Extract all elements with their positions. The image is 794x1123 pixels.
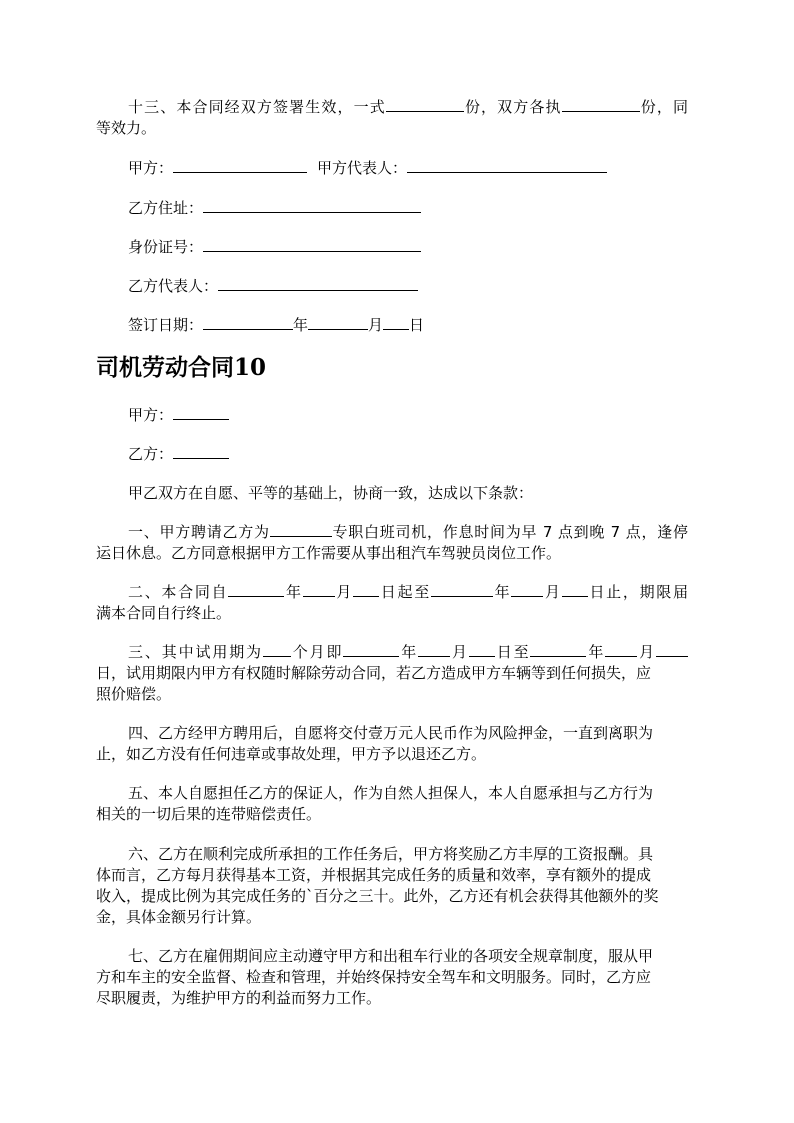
- c10-start-month-blank: [303, 581, 335, 597]
- c10-prob-start-day-blank: [469, 641, 495, 657]
- c10-clause-2-text-a: 二、本合同自: [128, 583, 229, 601]
- c10-start-day-label: 日起至: [379, 583, 431, 601]
- party-b-rep-blank: [218, 275, 418, 291]
- c10-clause-4-line-2: 止，如乙方没有任何违章或事故处理，甲方予以退还乙方。: [96, 745, 487, 763]
- party-a-rep-blank: [407, 157, 607, 173]
- c10-clause-2-text-end: 日止，期限届: [587, 583, 688, 601]
- c10-clause-7-line-2: 方和车主的安全监督、检查和管理，并始终保持安全驾车和文明服务。同时，乙方应: [96, 968, 652, 986]
- c10-party-a-label: 甲方：: [128, 406, 174, 424]
- c10-start-year-blank: [228, 581, 284, 597]
- id-number-label: 身份证号：: [128, 238, 204, 256]
- c10-intro: 甲乙双方在自愿、平等的基础上，协商一致，达成以下条款：: [128, 484, 534, 502]
- c10-clause-6-line-3: 收入，提成比例为其完成任务的`百分之三十。此外，乙方还有机会获得其他额外的奖: [96, 887, 659, 905]
- c10-clause-1-text-a: 一、甲方聘请乙方为: [128, 523, 270, 541]
- c10-prob-start-year-label: 年: [399, 643, 419, 661]
- c10-clause-5-line-1: 五、本人自愿担任乙方的保证人，作为自然人担保人，本人自愿承担与乙方行为: [128, 784, 654, 802]
- c10-clause-4-line-1: 四、乙方经甲方聘用后，自愿将交付壹万元人民币作为风险押金，一直到离职为: [128, 724, 654, 742]
- c10-clause-3-line-2: 日，试用期限内甲方有权随时解除劳动合同，若乙方造成甲方车辆等到任何损失，应: [96, 664, 652, 682]
- c10-end-day-blank: [562, 581, 588, 597]
- c10-start-day-blank: [353, 581, 379, 597]
- party-b-address-blank: [203, 197, 421, 213]
- sign-year-label: 年: [293, 316, 309, 334]
- c10-clause-3-text-a: 三、其中试用期为: [128, 643, 263, 661]
- party-b-rep-line: [128, 274, 728, 298]
- party-b-address-line: [128, 196, 728, 220]
- party-b-address-label: 乙方住址：: [128, 199, 204, 217]
- clause-13-text-a: 十三、本合同经双方签署生效，一式: [128, 98, 386, 116]
- c10-end-year-label: 年: [492, 583, 512, 601]
- copies-total-blank: [386, 96, 464, 112]
- c10-clause-6-line-2: 体而言，乙方每月获得基本工资，并根据其完成任务的质量和效率，享有额外的提成: [96, 866, 652, 884]
- c10-prob-end-day-blank: [656, 641, 688, 657]
- c10-prob-start-day-label: 日至: [494, 643, 531, 661]
- c10-party-b-label: 乙方：: [128, 445, 174, 463]
- c10-clause-6-line-1: 六、乙方在顺利完成所承担的工作任务后，甲方将奖励乙方丰厚的工资报酬。具: [128, 845, 654, 863]
- c10-end-month-blank: [511, 581, 543, 597]
- id-number-line: [128, 235, 728, 259]
- c10-clause-7-line-3: 尽职履责，为维护甲方的利益而努力工作。: [96, 989, 382, 1007]
- party-a-blank: [173, 157, 307, 173]
- section-heading: 司机劳动合同10: [96, 354, 267, 381]
- c10-clause-6-line-4: 金，具体金额另行计算。: [96, 908, 262, 926]
- c10-party-a-blank: [173, 404, 229, 420]
- c10-prob-start-month-blank: [418, 641, 450, 657]
- c10-start-month-label: 月: [334, 583, 354, 601]
- c10-clause-2-line-2: 满本合同自行终止。: [96, 604, 232, 622]
- sign-date-line: [128, 313, 728, 337]
- clause-13-text-b: 份，双方各执: [463, 98, 562, 116]
- party-b-rep-label: 乙方代表人：: [128, 277, 219, 295]
- party-a-rep-label: 甲方代表人：: [317, 159, 408, 177]
- sign-day-blank: [383, 314, 409, 330]
- c10-clause-1-line-2: 运日休息。乙方同意根据甲方工作需要从事出租汽车驾驶员岗位工作。: [96, 544, 562, 562]
- c10-clause-7-line-1: 七、乙方在雇佣期间应主动遵守甲方和出租车行业的各项安全规章制度，服从甲: [128, 947, 654, 965]
- c10-end-month-label: 月: [543, 583, 562, 601]
- c10-start-year-label: 年: [284, 583, 303, 601]
- c10-car-type-blank: [270, 521, 332, 537]
- c10-clause-1-text-b: 专职白班司机，作息时间为早 7 点到晚 7 点，逢停: [331, 523, 688, 541]
- sign-year-blank: [203, 314, 293, 330]
- c10-end-year-blank: [431, 581, 493, 597]
- c10-prob-start-month-label: 月: [450, 643, 469, 661]
- c10-prob-start-year-blank: [343, 641, 399, 657]
- sign-month-blank: [308, 314, 368, 330]
- c10-clause-5-line-2: 相关的一切后果的连带赔偿责任。: [96, 805, 322, 823]
- c10-party-b-line: [128, 442, 728, 466]
- c10-prob-end-month-label: 月: [637, 643, 656, 661]
- copies-each-blank: [562, 96, 640, 112]
- party-a-signature-line: [128, 156, 728, 180]
- id-number-blank: [203, 236, 421, 252]
- sign-month-label: 月: [368, 316, 384, 334]
- sign-date-label: 签订日期：: [128, 316, 204, 334]
- sign-day-label: 日: [409, 316, 425, 334]
- c10-prob-end-month-blank: [605, 641, 637, 657]
- party-a-label: 甲方：: [128, 159, 174, 177]
- c10-probation-months-blank: [263, 641, 291, 657]
- c10-party-a-line: [128, 403, 728, 427]
- c10-clause-3-text-b: 个月即: [290, 643, 344, 661]
- clause-13-text-c: 份，同: [639, 98, 688, 116]
- c10-prob-end-year-label: 年: [586, 643, 606, 661]
- c10-prob-end-year-blank: [530, 641, 586, 657]
- c10-party-b-blank: [173, 443, 229, 459]
- c10-clause-3-line-3: 照价赔偿。: [96, 685, 172, 703]
- clause-13-line-2: 等效力。: [96, 119, 157, 137]
